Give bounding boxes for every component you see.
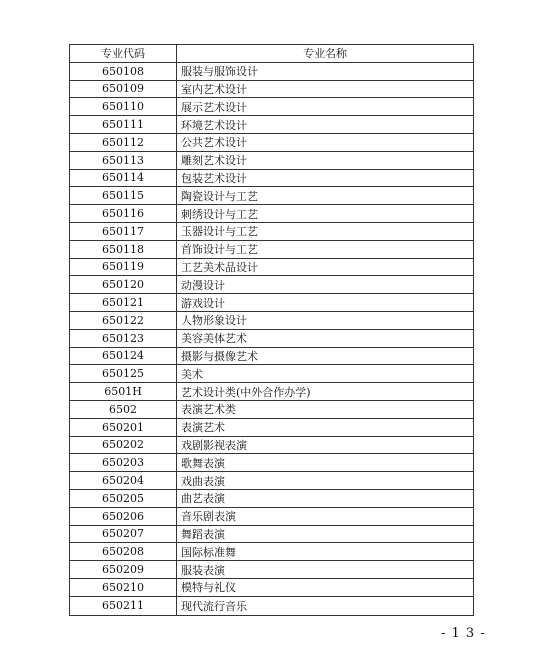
major-name: 艺术设计类(中外合作办学)	[181, 385, 311, 399]
major-name: 展示艺术设计	[181, 100, 247, 114]
major-code: 650114	[70, 170, 177, 187]
major-name: 模特与礼仪	[181, 581, 236, 595]
major-code: 650119	[70, 259, 177, 276]
table-row	[70, 152, 473, 170]
major-code: 650108	[70, 63, 177, 80]
table-row	[70, 134, 473, 152]
table-row	[70, 81, 473, 99]
major-code: 650112	[70, 134, 177, 151]
major-code: 650122	[70, 312, 177, 329]
table-row	[70, 259, 473, 277]
page-number: - 1 3 -	[441, 626, 486, 641]
table-row	[70, 401, 473, 419]
major-name: 雕刻艺术设计	[181, 154, 247, 168]
major-name: 美容美体艺术	[181, 332, 247, 346]
major-code: 650115	[70, 187, 177, 204]
major-name: 陶瓷设计与工艺	[181, 189, 258, 203]
header-code: 专业代码	[70, 45, 177, 62]
table-row	[70, 508, 473, 526]
table-header-row	[70, 45, 473, 63]
table-row	[70, 98, 473, 116]
major-code: 650117	[70, 223, 177, 240]
major-name: 刺绣设计与工艺	[181, 207, 258, 221]
major-code: 650111	[70, 116, 177, 133]
major-name: 服装表演	[181, 563, 225, 577]
table-row	[70, 330, 473, 348]
header-name: 专业名称	[303, 47, 347, 61]
major-name: 现代流行音乐	[181, 599, 247, 613]
major-name: 表演艺术	[181, 421, 225, 435]
major-name: 美术	[181, 367, 203, 381]
major-name: 表演艺术类	[181, 403, 236, 417]
major-name: 戏剧影视表演	[181, 438, 247, 452]
major-code: 650205	[70, 490, 177, 507]
table-row	[70, 526, 473, 544]
table-row	[70, 276, 473, 294]
major-name: 公共艺术设计	[181, 136, 247, 150]
table-row	[70, 437, 473, 455]
major-table	[69, 44, 474, 616]
major-code: 650125	[70, 365, 177, 382]
major-name: 动漫设计	[181, 278, 225, 292]
table-row	[70, 63, 473, 81]
major-name: 室内艺术设计	[181, 82, 247, 96]
major-code: 650209	[70, 561, 177, 578]
major-code: 6502	[70, 401, 177, 418]
major-code: 650124	[70, 348, 177, 365]
major-name: 音乐剧表演	[181, 510, 236, 524]
major-code: 650208	[70, 543, 177, 560]
major-name: 游戏设计	[181, 296, 225, 310]
table-row	[70, 597, 473, 615]
table-row	[70, 419, 473, 437]
major-name: 摄影与摄像艺术	[181, 349, 258, 363]
major-name: 包装艺术设计	[181, 171, 247, 185]
table-row	[70, 223, 473, 241]
table-row	[70, 472, 473, 490]
major-code: 650110	[70, 98, 177, 115]
table-row	[70, 187, 473, 205]
major-code: 650204	[70, 472, 177, 489]
table-row	[70, 561, 473, 579]
major-name: 戏曲表演	[181, 474, 225, 488]
table-row	[70, 490, 473, 508]
major-code: 650206	[70, 508, 177, 525]
major-code: 650116	[70, 205, 177, 222]
major-code: 650207	[70, 526, 177, 543]
major-code: 650203	[70, 454, 177, 471]
major-name: 玉器设计与工艺	[181, 225, 258, 239]
major-name: 曲艺表演	[181, 492, 225, 506]
major-name: 环境艺术设计	[181, 118, 247, 132]
table-row	[70, 116, 473, 134]
table-row	[70, 170, 473, 188]
table-row	[70, 348, 473, 366]
major-code: 650202	[70, 437, 177, 454]
major-name: 人物形象设计	[181, 314, 247, 328]
table-row	[70, 294, 473, 312]
major-name: 首饰设计与工艺	[181, 243, 258, 257]
table-row	[70, 543, 473, 561]
major-code: 650113	[70, 152, 177, 169]
major-code: 650211	[70, 597, 177, 615]
table-row	[70, 365, 473, 383]
major-name: 歌舞表演	[181, 456, 225, 470]
table-row	[70, 312, 473, 330]
major-name: 工艺美术品设计	[181, 260, 258, 274]
major-code: 650120	[70, 276, 177, 293]
table-row	[70, 205, 473, 223]
major-name: 国际标准舞	[181, 545, 236, 559]
major-name: 服装与服饰设计	[181, 65, 258, 79]
major-code: 650201	[70, 419, 177, 436]
major-code: 650123	[70, 330, 177, 347]
major-name: 舞蹈表演	[181, 527, 225, 541]
major-code: 6501H	[70, 383, 177, 400]
table-row	[70, 383, 473, 401]
major-code: 650121	[70, 294, 177, 311]
major-code: 650118	[70, 241, 177, 258]
major-code: 650210	[70, 579, 177, 596]
table-row	[70, 454, 473, 472]
table-row	[70, 241, 473, 259]
table-row	[70, 579, 473, 597]
major-code: 650109	[70, 81, 177, 98]
